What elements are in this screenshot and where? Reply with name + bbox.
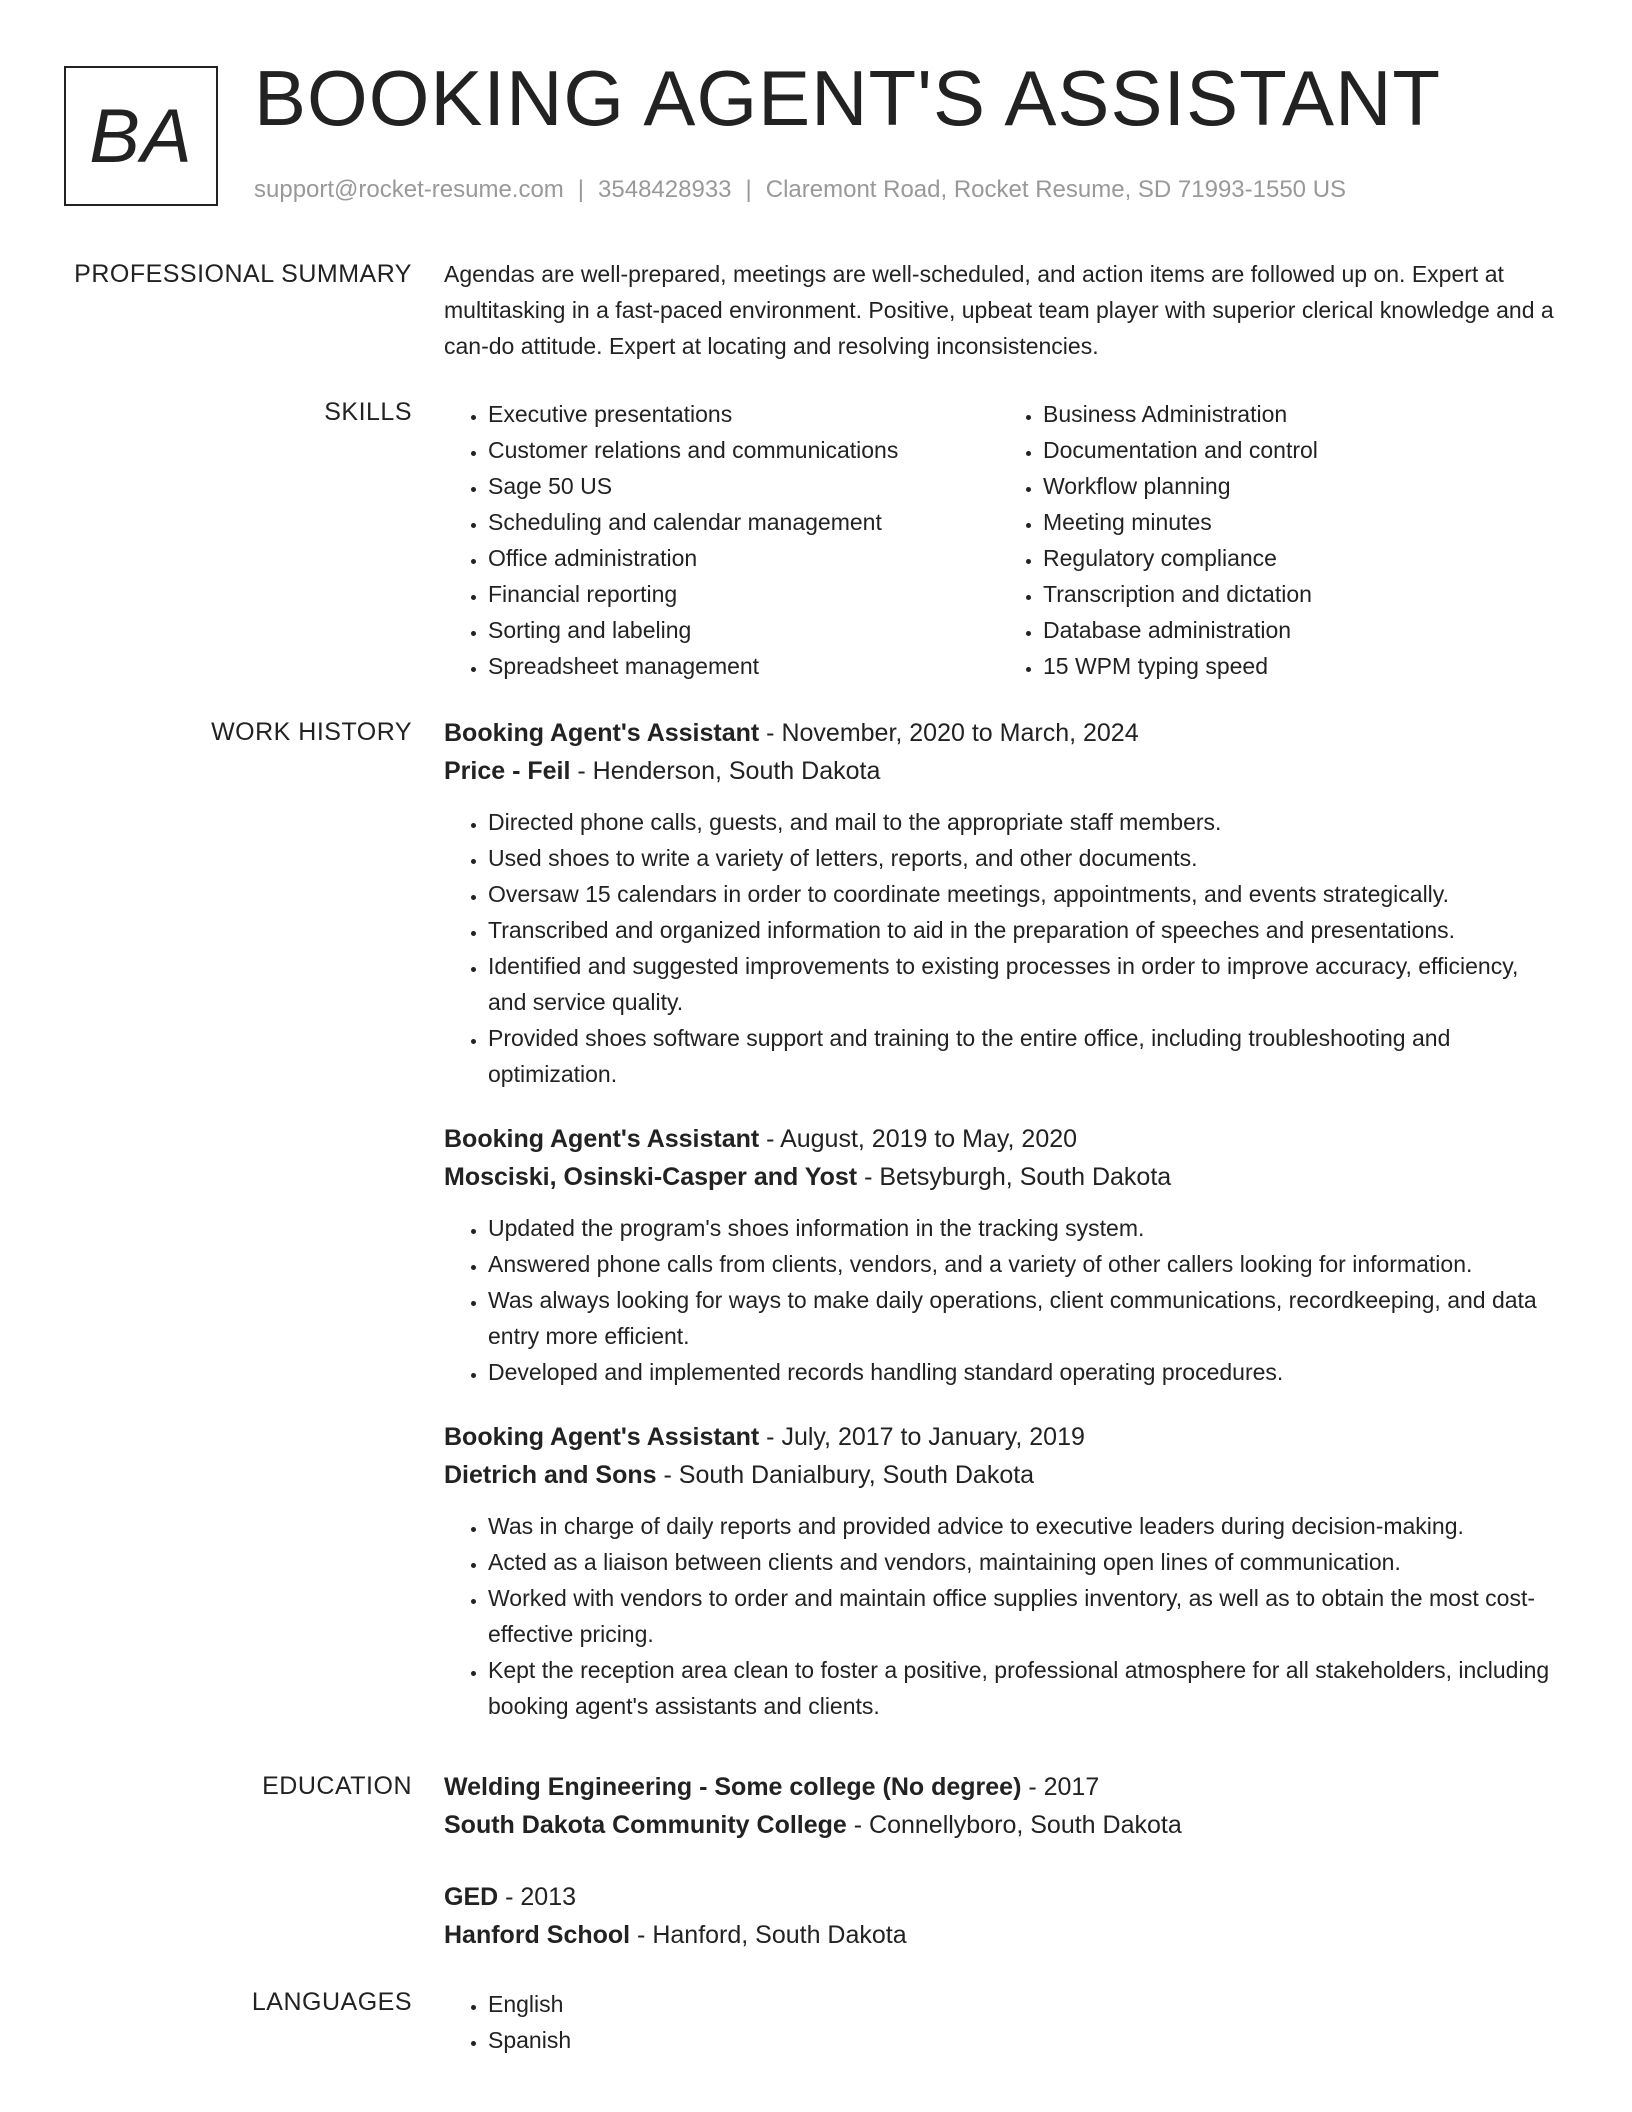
job-company: Dietrich and Sons — [444, 1461, 657, 1489]
contact-line — [254, 176, 1346, 204]
job-title-line — [444, 714, 1554, 752]
skill-item: • Business Administration — [1043, 396, 1554, 432]
education-entry — [444, 1878, 1554, 1954]
job-company-line — [444, 752, 1554, 790]
section-label-education: EDUCATION — [262, 1772, 412, 1800]
education-year: - 2013 — [498, 1883, 577, 1911]
job-bullet: • Used shoes to write a variety of letters, reports, and other documents. — [488, 840, 1554, 876]
education-school-line — [444, 1916, 1554, 1954]
job-location: - South Danialbury, South Dakota — [656, 1461, 1035, 1489]
job-bullet: • Was in charge of daily reports and provided advice to executive leaders during decision-making. — [488, 1508, 1554, 1544]
job-bullets — [444, 804, 1554, 1092]
job-company-line — [444, 1456, 1554, 1494]
section-label-work: WORK HISTORY — [211, 718, 412, 746]
skill-item: • Office administration — [488, 540, 999, 576]
job-bullet: • Developed and implemented records handling standard operating procedures. — [488, 1354, 1554, 1390]
job-bullets — [444, 1508, 1554, 1724]
section-label-languages: LANGUAGES — [251, 1988, 412, 2016]
contact-phone: 3548428933 — [598, 176, 732, 203]
job-title: Booking Agent's Assistant — [444, 719, 760, 747]
skill-item: • Meeting minutes — [1043, 504, 1554, 540]
contact-email: support@rocket-resume.com — [254, 176, 564, 203]
section-label-skills: SKILLS — [324, 398, 412, 426]
languages-body — [444, 1986, 1554, 2058]
job-bullet: • Directed phone calls, guests, and mail to the appropriate staff members. — [488, 804, 1554, 840]
resume-title: BOOKING AGENT'S ASSISTANT — [254, 54, 1442, 142]
job-title: Booking Agent's Assistant — [444, 1125, 760, 1153]
job-bullet: • Answered phone calls from clients, vendors, and a variety of other callers looking for information. — [488, 1246, 1554, 1282]
education-degree-line — [444, 1878, 1554, 1916]
education-school: Hanford School — [444, 1921, 631, 1949]
skill-item: • Spreadsheet management — [488, 648, 999, 684]
job-title-line — [444, 1120, 1554, 1158]
education-entry — [444, 1768, 1554, 1844]
skill-item: • Transcription and dictation — [1043, 576, 1554, 612]
job-company: Price - Feil — [444, 757, 571, 785]
job-title: Booking Agent's Assistant — [444, 1423, 760, 1451]
skills-list-left — [444, 396, 999, 684]
job-bullet: • Transcribed and organized information to aid in the preparation of speeches and presentations. — [488, 912, 1554, 948]
language-item: • English — [488, 1986, 1554, 2022]
job-bullet: • Kept the reception area clean to foster a positive, professional atmosphere for all stakeholders, including booking agent's assistants and clients. — [488, 1652, 1554, 1724]
education-degree-line — [444, 1768, 1554, 1806]
job-bullet: • Acted as a liaison between clients and vendors, maintaining open lines of communication. — [488, 1544, 1554, 1580]
skill-item: • Financial reporting — [488, 576, 999, 612]
job-company-line — [444, 1158, 1554, 1196]
section-label-summary: PROFESSIONAL SUMMARY — [74, 260, 412, 288]
skill-item: • Workflow planning — [1043, 468, 1554, 504]
contact-address: Claremont Road, Rocket Resume, SD 71993-1550 US — [765, 176, 1347, 203]
skill-item: • Sorting and labeling — [488, 612, 999, 648]
skill-item: • Sage 50 US — [488, 468, 999, 504]
skills-body — [444, 396, 1554, 684]
job-entry — [444, 1120, 1554, 1390]
job-entry — [444, 714, 1554, 1092]
job-bullets — [444, 1210, 1554, 1390]
education-year: - 2017 — [1021, 1773, 1100, 1801]
job-bullet: • Identified and suggested improvements to existing processes in order to improve accuracy, efficiency, and service quality. — [488, 948, 1554, 1020]
job-dates: - July, 2017 to January, 2019 — [759, 1423, 1085, 1451]
job-entry — [444, 1418, 1554, 1724]
skills-columns — [444, 396, 1554, 684]
skill-item: • Customer relations and communications — [488, 432, 999, 468]
monogram: BA — [64, 66, 218, 206]
job-bullet: • Updated the program's shoes information in the tracking system. — [488, 1210, 1554, 1246]
job-location: - Henderson, South Dakota — [570, 757, 881, 785]
language-item: • Spanish — [488, 2022, 1554, 2058]
work-entries — [444, 714, 1554, 1752]
skill-item: • Executive presentations — [488, 396, 999, 432]
job-dates: - August, 2019 to May, 2020 — [759, 1125, 1078, 1153]
job-title-line — [444, 1418, 1554, 1456]
education-location: - Connellyboro, South Dakota — [846, 1811, 1182, 1839]
job-location: - Betsyburgh, South Dakota — [857, 1163, 1172, 1191]
education-entries — [444, 1768, 1554, 1988]
job-bullet: • Worked with vendors to order and maintain office supplies inventory, as well as to obtain the most cost-effective pricing. — [488, 1580, 1554, 1652]
skill-item: • Scheduling and calendar management — [488, 504, 999, 540]
education-degree: Welding Engineering - Some college (No degree) — [444, 1773, 1022, 1801]
job-bullet: • Oversaw 15 calendars in order to coordinate meetings, appointments, and events strategically. — [488, 876, 1554, 912]
education-location: - Hanford, South Dakota — [630, 1921, 907, 1949]
job-dates: - November, 2020 to March, 2024 — [759, 719, 1139, 747]
job-company: Mosciski, Osinski-Casper and Yost — [444, 1163, 858, 1191]
languages-list — [444, 1986, 1554, 2058]
contact-separator: | — [745, 176, 752, 203]
education-school-line — [444, 1806, 1554, 1844]
skill-item: • Database administration — [1043, 612, 1554, 648]
job-bullet: • Provided shoes software support and training to the entire office, including troubleshooting and optimization. — [488, 1020, 1554, 1092]
education-degree: GED — [444, 1883, 499, 1911]
contact-separator: | — [577, 176, 585, 203]
skill-item: • Regulatory compliance — [1043, 540, 1554, 576]
skills-list-right — [999, 396, 1554, 684]
job-bullet: • Was always looking for ways to make daily operations, client communications, recordkeeping, and data entry more efficient. — [488, 1282, 1554, 1354]
education-school: South Dakota Community College — [444, 1811, 847, 1839]
skill-item: • Documentation and control — [1043, 432, 1554, 468]
skill-item: • 15 WPM typing speed — [1043, 648, 1554, 684]
summary-text: Agendas are well-prepared, meetings are well-scheduled, and action items are followed up on. Expert at multitasking in a fast-paced environment. Positive, upbeat team player with superior clerical knowledge and a can-do attitude. Expert at locating and resolving inconsistencies. — [444, 261, 1554, 359]
